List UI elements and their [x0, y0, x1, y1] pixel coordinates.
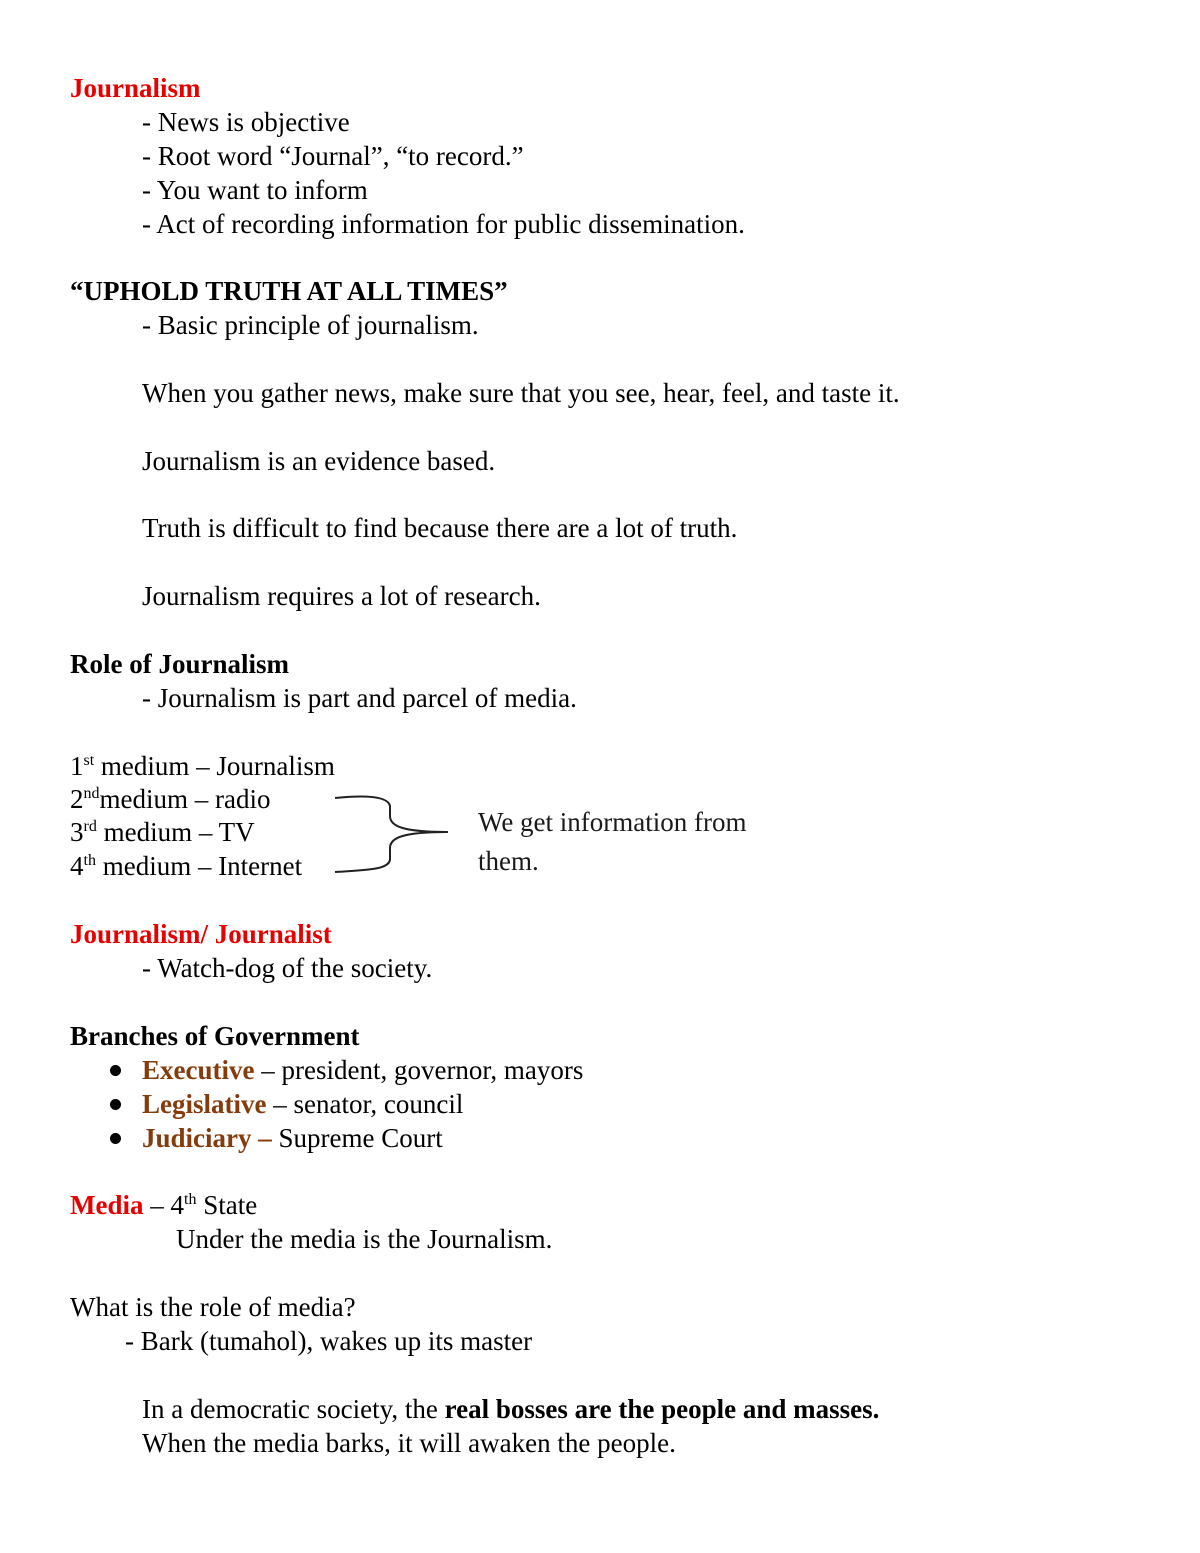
branch-term: Executive: [142, 1055, 255, 1085]
heading-uphold-truth: “UPHOLD TRUTH AT ALL TIMES”: [70, 276, 508, 306]
medium-number: 1: [70, 751, 84, 781]
medium-ordinal: th: [83, 852, 96, 869]
medium-item: [70, 749, 335, 783]
journalism-point: - You want to inform: [142, 175, 368, 205]
branch-term: Legislative: [142, 1089, 267, 1119]
medium-number: 4: [70, 851, 84, 881]
medium-number: 2: [70, 784, 84, 814]
branch-desc: – senator, council: [266, 1089, 464, 1119]
question: What is the role of media?: [70, 1292, 356, 1322]
democratic-text: In a democratic society, the: [142, 1394, 445, 1424]
heading-branches: Branches of Government: [70, 1021, 360, 1051]
branch-term: Judiciary –: [142, 1123, 272, 1153]
media-line: [70, 1188, 257, 1222]
medium-ordinal: st: [83, 752, 95, 769]
media-sub: Under the media is the Journalism.: [176, 1224, 553, 1254]
medium-text: medium – radio: [99, 784, 271, 814]
last-paragraph: When the media barks, it will awaken the people.: [142, 1428, 676, 1458]
paragraph: Journalism requires a lot of research.: [142, 581, 541, 611]
medium-item: [70, 815, 255, 849]
branch-desc: – president, governor, mayors: [254, 1055, 584, 1085]
paragraph: When you gather news, make sure that you see, hear, feel, and taste it.: [142, 378, 900, 408]
branch-desc: Supreme Court: [271, 1123, 443, 1153]
branch-item: [142, 1087, 463, 1121]
bullet-icon: [110, 1133, 121, 1144]
uphold-point: - Basic principle of journalism.: [142, 310, 479, 340]
medium-text: medium – TV: [96, 817, 255, 847]
branch-item: [142, 1121, 443, 1155]
paragraph: Journalism is an evidence based.: [142, 446, 496, 476]
role-point: - Journalism is part and parcel of media.: [142, 683, 577, 713]
heading-role-of-journalism: Role of Journalism: [70, 649, 289, 679]
heading-journalism: Journalism: [70, 73, 201, 103]
medium-text: medium – Journalism: [94, 751, 335, 781]
medium-item: [70, 782, 270, 816]
medium-text: medium – Internet: [95, 851, 303, 881]
role-media-point: - Bark (tumahol), wakes up its master: [125, 1326, 533, 1356]
journalism-point: - News is objective: [142, 107, 350, 137]
bullet-icon: [110, 1099, 121, 1110]
media-desc-suffix: State: [196, 1190, 258, 1220]
media-desc: – 4: [143, 1190, 184, 1220]
journalism-point: - Act of recording information for public dissemination.: [142, 209, 745, 239]
medium-item: [70, 849, 302, 883]
paragraph: Truth is difficult to find because there are a lot of truth.: [142, 513, 738, 543]
medium-ordinal: nd: [83, 785, 100, 802]
curly-brace-icon: [330, 790, 460, 880]
media-term: Media: [70, 1190, 144, 1220]
brace-note-line: We get information from: [478, 807, 747, 837]
medium-number: 3: [70, 817, 84, 847]
journalist-point: - Watch-dog of the society.: [142, 953, 433, 983]
media-ordinal: th: [184, 1191, 197, 1208]
democratic-bold: real bosses are the people and masses.: [444, 1394, 880, 1424]
branch-item: [142, 1053, 583, 1087]
brace-note-line: them.: [478, 846, 539, 876]
democratic-paragraph: [142, 1392, 879, 1426]
journalism-point: - Root word “Journal”, “to record.”: [142, 141, 524, 171]
medium-ordinal: rd: [83, 818, 97, 835]
heading-journalist: Journalism/ Journalist: [70, 919, 332, 949]
bullet-icon: [110, 1065, 121, 1076]
